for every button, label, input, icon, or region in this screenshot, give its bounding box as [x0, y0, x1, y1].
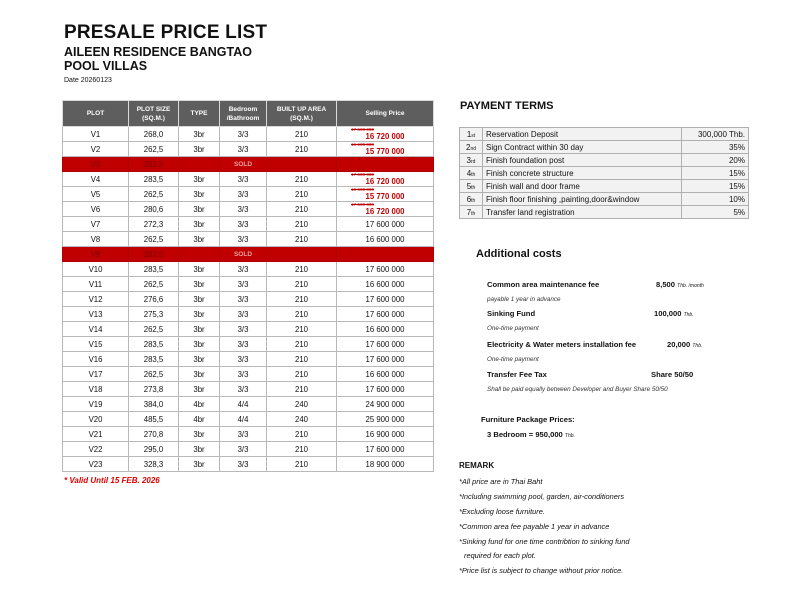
price-row	[63, 217, 434, 232]
selling-price-cell: 24 900 000	[337, 397, 434, 412]
discounted-price: 16 720 000	[365, 206, 405, 216]
remark-line: *Sinking fund for one time contribtion to sinking fund	[459, 537, 630, 546]
payment-term-row	[460, 180, 749, 193]
bed-bath-cell: 3/3	[220, 292, 267, 307]
price-row	[63, 232, 434, 247]
type-cell: 3br	[179, 172, 220, 187]
selling-price-cell: 16 600 000	[337, 277, 434, 292]
plot-cell: V8	[63, 232, 129, 247]
type-cell: 3br	[179, 382, 220, 397]
plot-cell: V1	[63, 127, 129, 142]
selling-price-cell	[337, 172, 434, 187]
payment-terms-title: PAYMENT TERMS	[460, 100, 554, 112]
built-area-cell: 210	[267, 442, 337, 457]
selling-price-cell: 16 600 000	[337, 232, 434, 247]
built-area-cell: 210	[267, 127, 337, 142]
col-built-area: BUILT UP AREA (SQ.M.)	[267, 101, 337, 127]
plot-size-cell: 485,5	[129, 412, 179, 427]
term-value: 20%	[681, 154, 748, 167]
term-number: 2nd	[460, 141, 483, 154]
price-row	[63, 202, 434, 217]
term-value: 10%	[681, 193, 748, 206]
selling-price-cell: 17 600 000	[337, 337, 434, 352]
remark-line: *Common area fee payable 1 year in advance	[459, 522, 610, 531]
transfer-tax-value: Share 50/50	[651, 370, 694, 379]
price-row	[63, 127, 434, 142]
type-cell: 3br	[179, 367, 220, 382]
plot-cell: V6	[63, 202, 129, 217]
selling-price-cell: 18 900 000	[337, 457, 434, 472]
plot-size-cell: 273,8	[129, 382, 179, 397]
built-area-cell: 210	[267, 142, 337, 157]
term-value: 35%	[681, 141, 748, 154]
built-area-cell: 210	[267, 337, 337, 352]
type-cell	[179, 157, 220, 172]
bed-bath-cell: 3/3	[220, 232, 267, 247]
bed-bath-cell: SOLD	[220, 247, 267, 262]
furniture-package-line: 3 Bedroom = 950,000 Thb.	[487, 430, 575, 439]
transfer-tax-label: Transfer Fee Tax	[487, 370, 547, 379]
plot-cell: V13	[63, 307, 129, 322]
plot-size-cell: 262,5	[129, 187, 179, 202]
built-area-cell: 210	[267, 457, 337, 472]
price-row	[63, 277, 434, 292]
additional-costs-title: Additional costs	[476, 248, 562, 260]
price-table-header	[63, 101, 434, 127]
plot-size-cell: 283,5	[129, 262, 179, 277]
term-value: 300,000 Thb.	[681, 128, 748, 141]
plot-size-cell: 268,0	[129, 127, 179, 142]
built-area-cell: 210	[267, 307, 337, 322]
price-table	[62, 100, 434, 472]
built-area-cell: 210	[267, 382, 337, 397]
col-selling-price: Selling Price	[337, 101, 434, 127]
price-row	[63, 142, 434, 157]
type-cell: 3br	[179, 232, 220, 247]
price-row	[63, 442, 434, 457]
selling-price-cell: 16 900 000	[337, 427, 434, 442]
price-row	[63, 322, 434, 337]
sinking-fund-label: Sinking Fund	[487, 309, 536, 318]
remark-line: *Excluding loose furniture.	[459, 507, 545, 516]
meter-fee-value: 20,000 Thb.	[667, 340, 703, 349]
term-label: Transfer land registration	[483, 206, 682, 219]
col-plot: PLOT	[63, 101, 129, 127]
furniture-package-title: Furniture Package Prices:	[481, 415, 575, 424]
bed-bath-cell: 3/3	[220, 217, 267, 232]
term-label: Sign Contract within 30 day	[483, 141, 682, 154]
plot-size-cell: 295,0	[129, 442, 179, 457]
selling-price-cell	[337, 202, 434, 217]
term-number: 7th	[460, 206, 483, 219]
term-label: Finish concrete structure	[483, 167, 682, 180]
price-list-date: Date 20260123	[64, 77, 112, 84]
built-area-cell: 210	[267, 367, 337, 382]
plot-cell: V11	[63, 277, 129, 292]
term-value: 15%	[681, 167, 748, 180]
project-name: AILEEN RESIDENCE BANGTAO	[64, 45, 252, 59]
bed-bath-cell: 3/3	[220, 382, 267, 397]
selling-price-cell: 17 600 000	[337, 307, 434, 322]
maintenance-fee-label: Common area maintenance fee	[487, 280, 600, 289]
type-cell: 3br	[179, 262, 220, 277]
built-area-cell: 210	[267, 262, 337, 277]
bed-bath-cell: 3/3	[220, 172, 267, 187]
plot-cell: V2	[63, 142, 129, 157]
plot-cell: V5	[63, 187, 129, 202]
old-price: 17 600 000	[351, 202, 374, 207]
built-area-cell: 210	[267, 292, 337, 307]
plot-cell: V9	[63, 247, 129, 262]
payment-term-row	[460, 154, 749, 167]
project-subtitle: POOL VILLAS	[64, 59, 148, 73]
plot-size-cell: 283,5	[129, 157, 179, 172]
plot-cell: V17	[63, 367, 129, 382]
price-row-sold	[63, 157, 434, 172]
meter-fee-label: Electricity & Water meters installation fee	[487, 340, 637, 349]
plot-size-cell: 262,5	[129, 142, 179, 157]
term-number: 1st	[460, 128, 483, 141]
plot-size-cell: 262,5	[129, 322, 179, 337]
built-area-cell	[267, 157, 337, 172]
type-cell: 3br	[179, 442, 220, 457]
col-plot-size: PLOT SIZE (SQ.M.)	[129, 101, 179, 127]
bed-bath-cell: 3/3	[220, 262, 267, 277]
discounted-price: 15 770 000	[365, 146, 405, 156]
bed-bath-cell: 4/4	[220, 397, 267, 412]
plot-cell: V12	[63, 292, 129, 307]
selling-price-cell: 16 600 000	[337, 367, 434, 382]
price-row	[63, 367, 434, 382]
meter-fee-note: One-time payment	[487, 356, 539, 363]
type-cell: 3br	[179, 427, 220, 442]
old-price: 17 600 000	[351, 127, 374, 132]
remark-line: *All price are in Thai Baht	[459, 477, 543, 486]
selling-price-cell: 25 900 000	[337, 412, 434, 427]
price-row	[63, 262, 434, 277]
type-cell: 3br	[179, 307, 220, 322]
type-cell: 3br	[179, 142, 220, 157]
remark-line: *Including swimming pool, garden, air-conditioners	[459, 492, 625, 501]
discounted-price: 16 720 000	[365, 131, 405, 141]
price-row-sold	[63, 247, 434, 262]
payment-term-row	[460, 167, 749, 180]
term-label: Reservation Deposit	[483, 128, 682, 141]
type-cell: 4br	[179, 412, 220, 427]
type-cell: 3br	[179, 337, 220, 352]
type-cell: 3br	[179, 322, 220, 337]
maintenance-fee-value: 8,500 Thb. /month	[656, 280, 704, 289]
built-area-cell: 210	[267, 202, 337, 217]
type-cell: 4br	[179, 397, 220, 412]
term-label: Finish floor finishing ,painting,door&window	[483, 193, 682, 206]
built-area-cell	[267, 247, 337, 262]
plot-cell: V23	[63, 457, 129, 472]
sinking-fund-value: 100,000 Thb.	[654, 309, 694, 318]
bed-bath-cell: 3/3	[220, 322, 267, 337]
remark-line: required for each plot.	[464, 551, 536, 560]
payment-term-row	[460, 193, 749, 206]
term-label: Finish wall and door frame	[483, 180, 682, 193]
bed-bath-cell: 3/3	[220, 277, 267, 292]
plot-size-cell: 280,6	[129, 202, 179, 217]
plot-size-cell: 283,5	[129, 247, 179, 262]
bed-bath-cell: 4/4	[220, 412, 267, 427]
type-cell: 3br	[179, 187, 220, 202]
selling-price-cell: 17 600 000	[337, 217, 434, 232]
price-row	[63, 382, 434, 397]
selling-price-cell: 17 600 000	[337, 292, 434, 307]
price-row	[63, 307, 434, 322]
built-area-cell: 240	[267, 412, 337, 427]
plot-cell: V14	[63, 322, 129, 337]
term-number: 6th	[460, 193, 483, 206]
selling-price-cell: 16 600 000	[337, 322, 434, 337]
bed-bath-cell: 3/3	[220, 352, 267, 367]
selling-price-cell	[337, 247, 434, 262]
page-title: PRESALE PRICE LIST	[64, 22, 268, 43]
price-row	[63, 337, 434, 352]
remark-line: *Price list is subject to change without prior notice.	[459, 566, 624, 575]
bed-bath-cell: 3/3	[220, 457, 267, 472]
plot-size-cell: 283,5	[129, 337, 179, 352]
plot-size-cell: 328,3	[129, 457, 179, 472]
bed-bath-cell: 3/3	[220, 187, 267, 202]
selling-price-cell: 17 600 000	[337, 382, 434, 397]
type-cell	[179, 247, 220, 262]
maintenance-fee-note: payable 1 year in advance	[487, 296, 561, 303]
bed-bath-cell: 3/3	[220, 367, 267, 382]
selling-price-cell	[337, 142, 434, 157]
bed-bath-cell: 3/3	[220, 442, 267, 457]
price-row	[63, 352, 434, 367]
plot-size-cell: 384,0	[129, 397, 179, 412]
built-area-cell: 210	[267, 172, 337, 187]
built-area-cell: 210	[267, 427, 337, 442]
bed-bath-cell: 3/3	[220, 427, 267, 442]
valid-until-note: * Valid Until 15 FEB. 2026	[64, 476, 160, 485]
plot-cell: V3	[63, 157, 129, 172]
term-label: Finish foundation post	[483, 154, 682, 167]
plot-size-cell: 262,5	[129, 232, 179, 247]
plot-cell: V18	[63, 382, 129, 397]
payment-term-row	[460, 141, 749, 154]
payment-term-row	[460, 206, 749, 219]
price-row	[63, 292, 434, 307]
type-cell: 3br	[179, 277, 220, 292]
bed-bath-cell: 3/3	[220, 202, 267, 217]
price-row	[63, 457, 434, 472]
built-area-cell: 240	[267, 397, 337, 412]
payment-terms-table	[459, 127, 749, 219]
type-cell: 3br	[179, 127, 220, 142]
transfer-tax-note: Shall be paid equally between Developer and Buyer Share 50/50	[487, 386, 668, 393]
term-number: 5th	[460, 180, 483, 193]
plot-size-cell: 262,5	[129, 367, 179, 382]
built-area-cell: 210	[267, 322, 337, 337]
plot-size-cell: 275,3	[129, 307, 179, 322]
type-cell: 3br	[179, 352, 220, 367]
plot-size-cell: 272,3	[129, 217, 179, 232]
payment-term-row	[460, 128, 749, 141]
type-cell: 3br	[179, 202, 220, 217]
selling-price-cell: 17 600 000	[337, 442, 434, 457]
price-row	[63, 412, 434, 427]
plot-cell: V20	[63, 412, 129, 427]
plot-cell: V16	[63, 352, 129, 367]
old-price: 17 600 000	[351, 172, 374, 177]
term-value: 5%	[681, 206, 748, 219]
plot-size-cell: 270,8	[129, 427, 179, 442]
term-number: 4th	[460, 167, 483, 180]
price-row	[63, 427, 434, 442]
type-cell: 3br	[179, 292, 220, 307]
selling-price-cell	[337, 127, 434, 142]
built-area-cell: 210	[267, 217, 337, 232]
plot-size-cell: 283,5	[129, 352, 179, 367]
sinking-fund-note: One-time payment	[487, 325, 539, 332]
term-value: 15%	[681, 180, 748, 193]
plot-size-cell: 262,5	[129, 277, 179, 292]
term-number: 3rd	[460, 154, 483, 167]
price-row	[63, 187, 434, 202]
selling-price-cell	[337, 157, 434, 172]
type-cell: 3br	[179, 457, 220, 472]
built-area-cell: 210	[267, 187, 337, 202]
selling-price-cell: 17 600 000	[337, 262, 434, 277]
plot-size-cell: 283,5	[129, 172, 179, 187]
plot-cell: V7	[63, 217, 129, 232]
discounted-price: 15 770 000	[365, 191, 405, 201]
built-area-cell: 210	[267, 352, 337, 367]
plot-cell: V21	[63, 427, 129, 442]
plot-cell: V4	[63, 172, 129, 187]
plot-cell: V19	[63, 397, 129, 412]
built-area-cell: 210	[267, 232, 337, 247]
built-area-cell: 210	[267, 277, 337, 292]
selling-price-cell: 17 600 000	[337, 352, 434, 367]
plot-cell: V22	[63, 442, 129, 457]
old-price: 16 600 000	[351, 142, 374, 147]
plot-cell: V15	[63, 337, 129, 352]
remark-title: REMARK	[459, 461, 495, 470]
bed-bath-cell: 3/3	[220, 307, 267, 322]
selling-price-cell	[337, 187, 434, 202]
plot-cell: V10	[63, 262, 129, 277]
discounted-price: 16 720 000	[365, 176, 405, 186]
price-row	[63, 397, 434, 412]
price-row	[63, 172, 434, 187]
old-price: 16 600 000	[351, 187, 374, 192]
col-type: TYPE	[179, 101, 220, 127]
col-bed-bath: Bedroom /Bathroom	[220, 101, 267, 127]
type-cell: 3br	[179, 217, 220, 232]
bed-bath-cell: 3/3	[220, 142, 267, 157]
price-table-body	[63, 127, 434, 472]
bed-bath-cell: SOLD	[220, 157, 267, 172]
plot-size-cell: 276,6	[129, 292, 179, 307]
bed-bath-cell: 3/3	[220, 337, 267, 352]
bed-bath-cell: 3/3	[220, 127, 267, 142]
